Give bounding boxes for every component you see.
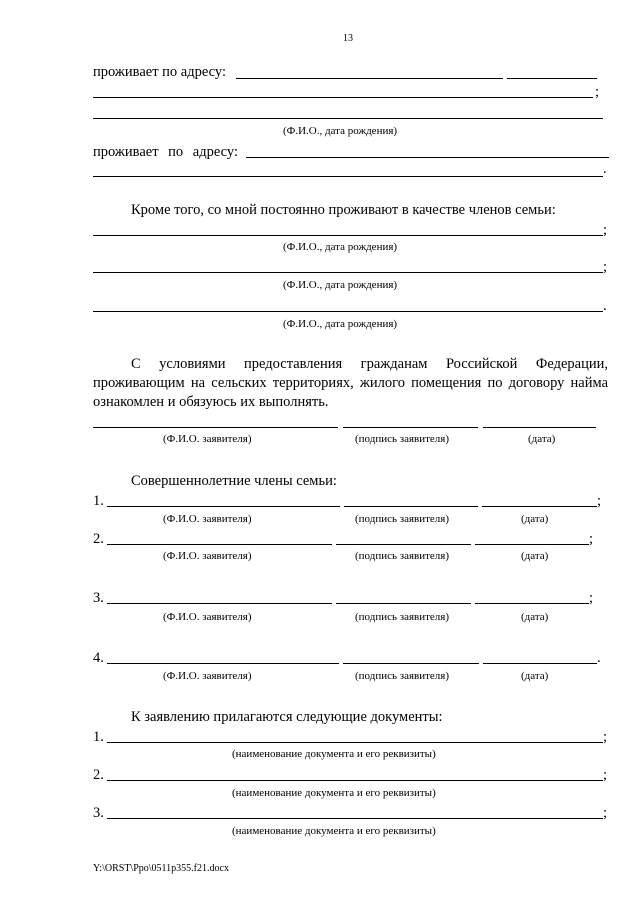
address-field-1a[interactable]	[236, 78, 503, 79]
semicolon: ;	[603, 805, 608, 821]
semicolon: ;	[603, 222, 608, 238]
caption-member-name: (Ф.И.О. заявителя)	[163, 513, 252, 525]
member-3-name-field[interactable]	[107, 603, 332, 604]
caption-member-date: (дата)	[521, 611, 549, 623]
caption-member-signature: (подпись заявителя)	[355, 611, 450, 623]
period: .	[603, 298, 607, 314]
caption-applicant-signature: (подпись заявителя)	[355, 433, 450, 445]
caption-applicant-date: (дата)	[528, 433, 556, 445]
caption-member-signature: (подпись заявителя)	[355, 550, 450, 562]
document-number-3: 3.	[93, 805, 104, 821]
address-field-2b[interactable]	[93, 176, 603, 177]
applicant-date-field[interactable]	[483, 427, 596, 428]
document-field-1[interactable]	[107, 742, 603, 743]
caption-document: (наименование документа и его реквизиты)	[232, 748, 436, 760]
caption-document: (наименование документа и его реквизиты)	[232, 787, 436, 799]
address-label-1: проживает по адресу:	[93, 64, 226, 80]
caption-fio-birth: (Ф.И.О., дата рождения)	[283, 241, 398, 253]
member-1-signature-field[interactable]	[344, 506, 478, 507]
family-intro: Кроме того, со мной постоянно проживают в качестве членов семьи:	[131, 202, 556, 218]
member-4-name-field[interactable]	[107, 663, 339, 664]
document-field-3[interactable]	[107, 818, 603, 819]
footer-file-path: Y:\ORST\Ppo\0511p355.f21.docx	[93, 863, 229, 874]
document-number-2: 2.	[93, 767, 104, 783]
address-label-2: проживает по адресу:	[93, 144, 238, 160]
caption-member-signature: (подпись заявителя)	[355, 670, 450, 682]
caption-member-date: (дата)	[521, 513, 549, 525]
document-number-1: 1.	[93, 729, 104, 745]
family-member-field-2[interactable]	[93, 272, 603, 273]
member-4-date-field[interactable]	[483, 663, 597, 664]
caption-fio-birth: (Ф.И.О., дата рождения)	[283, 279, 398, 291]
address-field-1b[interactable]	[507, 78, 597, 79]
member-number-1: 1.	[93, 493, 104, 509]
applicant-signature-field[interactable]	[343, 427, 478, 428]
address-field-2a[interactable]	[246, 157, 609, 158]
caption-fio-birth: (Ф.И.О., дата рождения)	[283, 125, 398, 137]
semicolon: ;	[589, 531, 594, 547]
applicant-name-field[interactable]	[93, 427, 338, 428]
documents-heading: К заявлению прилагаются следующие документы:	[131, 709, 443, 725]
member-number-4: 4.	[93, 650, 104, 666]
caption-member-name: (Ф.И.О. заявителя)	[163, 611, 252, 623]
caption-member-date: (дата)	[521, 550, 549, 562]
member-2-date-field[interactable]	[475, 544, 589, 545]
caption-member-date: (дата)	[521, 670, 549, 682]
member-3-date-field[interactable]	[475, 603, 589, 604]
consent-text: С условиями предоставления гражданам Российской Федерации, проживающим на сельских территориях, жилого помещения по договору найма ознакомлен и обязуюсь их выполнять.	[93, 356, 608, 410]
caption-document: (наименование документа и его реквизиты)	[232, 825, 436, 837]
member-2-name-field[interactable]	[107, 544, 332, 545]
semicolon: ;	[603, 767, 608, 783]
semicolon: ;	[597, 493, 602, 509]
adult-members-heading: Совершеннолетние члены семьи:	[131, 473, 337, 489]
member-1-name-field[interactable]	[107, 506, 340, 507]
member-1-date-field[interactable]	[482, 506, 597, 507]
period: .	[597, 650, 601, 666]
caption-applicant-name: (Ф.И.О. заявителя)	[163, 433, 252, 445]
period: .	[603, 161, 607, 177]
caption-member-signature: (подпись заявителя)	[355, 513, 450, 525]
caption-member-name: (Ф.И.О. заявителя)	[163, 670, 252, 682]
member-2-signature-field[interactable]	[336, 544, 471, 545]
semicolon: ;	[589, 590, 594, 606]
family-member-field-3[interactable]	[93, 311, 603, 312]
semicolon: ;	[603, 729, 608, 745]
page-number: 13	[343, 33, 353, 44]
consent-paragraph	[93, 355, 608, 412]
member-3-signature-field[interactable]	[336, 603, 471, 604]
caption-fio-birth: (Ф.И.О., дата рождения)	[283, 318, 398, 330]
family-member-field-1[interactable]	[93, 235, 603, 236]
caption-member-name: (Ф.И.О. заявителя)	[163, 550, 252, 562]
semicolon: ;	[603, 259, 608, 275]
member-4-signature-field[interactable]	[343, 663, 479, 664]
address-field-1c[interactable]	[93, 97, 593, 98]
semicolon: ;	[595, 84, 600, 100]
member-number-2: 2.	[93, 531, 104, 547]
document-field-2[interactable]	[107, 780, 603, 781]
fio-birth-field-1[interactable]	[93, 118, 603, 119]
member-number-3: 3.	[93, 590, 104, 606]
